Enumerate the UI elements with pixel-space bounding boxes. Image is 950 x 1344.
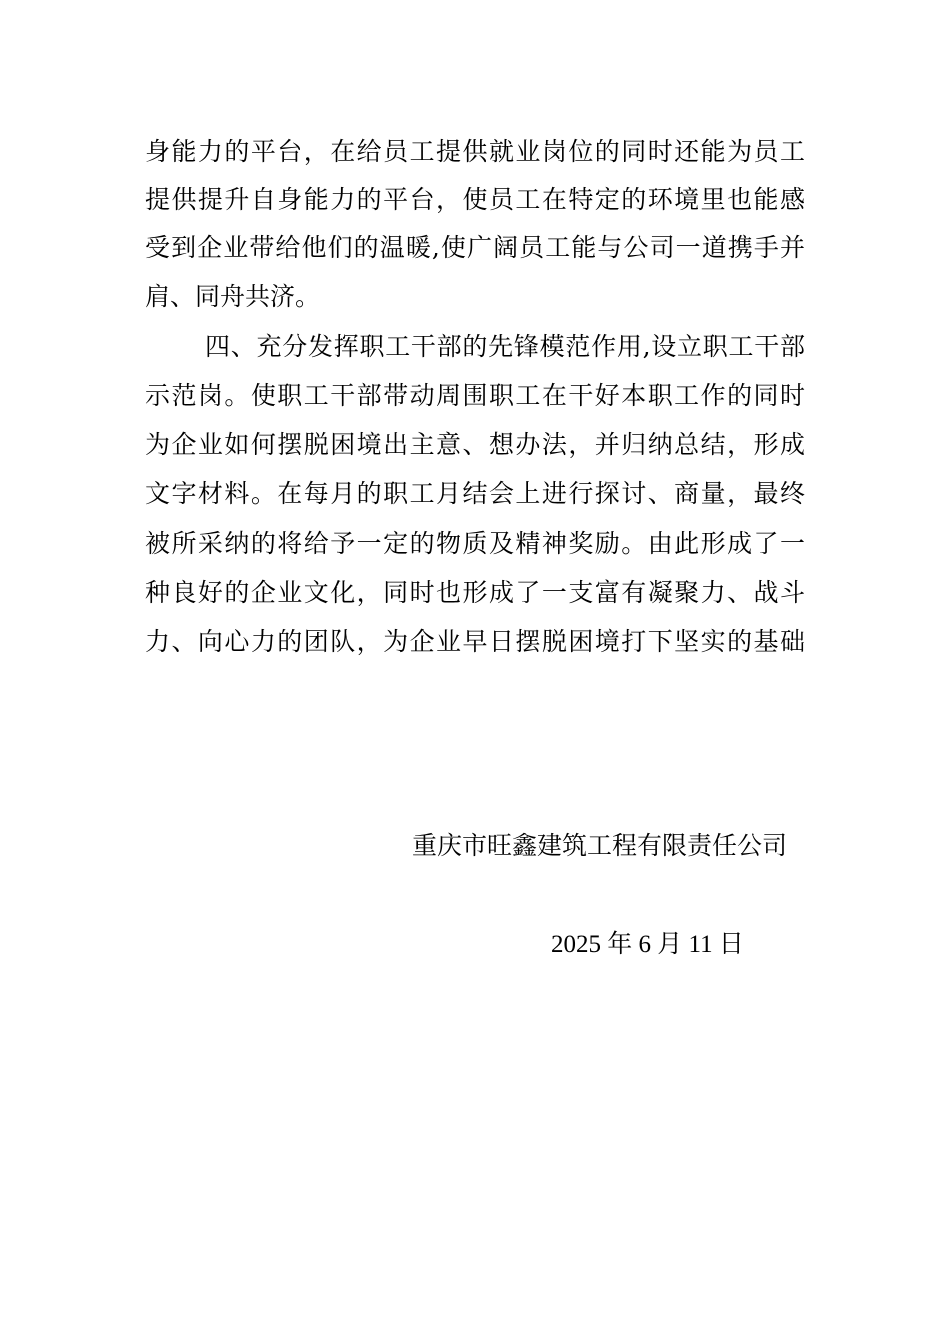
paragraph-2-line-4: 文字材料。在每月的职工月结会上进行探讨、商量，最终 xyxy=(145,479,805,508)
paragraph-2-line-7: 力、向心力的团队，为企业早日摆脱困境打下坚实的基础 xyxy=(145,627,805,656)
paragraph-1-line-1: 身能力的平台，在给员工提供就业岗位的同时还能为员工 xyxy=(145,137,805,166)
paragraph-2-line-2: 示范岗。使职工干部带动周围职工在干好本职工作的同时 xyxy=(145,381,805,410)
paragraph-1-line-4: 肩、同舟共济。 xyxy=(145,282,321,311)
paragraph-2-line-1: 四、充分发挥职工干部的先锋模范作用,设立职工干部 xyxy=(205,332,805,361)
company-signature: 重庆市旺鑫建筑工程有限责任公司 xyxy=(412,831,788,860)
paragraph-2-line-5: 被所采纳的将给予一定的物质及精神奖励。由此形成了一 xyxy=(145,529,805,558)
document-date: 2025 年 6 月 11 日 xyxy=(551,931,744,958)
paragraph-1-line-3: 受到企业带给他们的温暖,使广阔员工能与公司一道携手并 xyxy=(145,233,805,262)
paragraph-2-line-3: 为企业如何摆脱困境出主意、想办法，并归纳总结，形成 xyxy=(145,430,805,459)
paragraph-1-line-2: 提供提升自身能力的平台，使员工在特定的环境里也能感 xyxy=(145,185,805,214)
paragraph-2-line-6: 种良好的企业文化，同时也形成了一支富有凝聚力、战斗 xyxy=(145,578,805,607)
